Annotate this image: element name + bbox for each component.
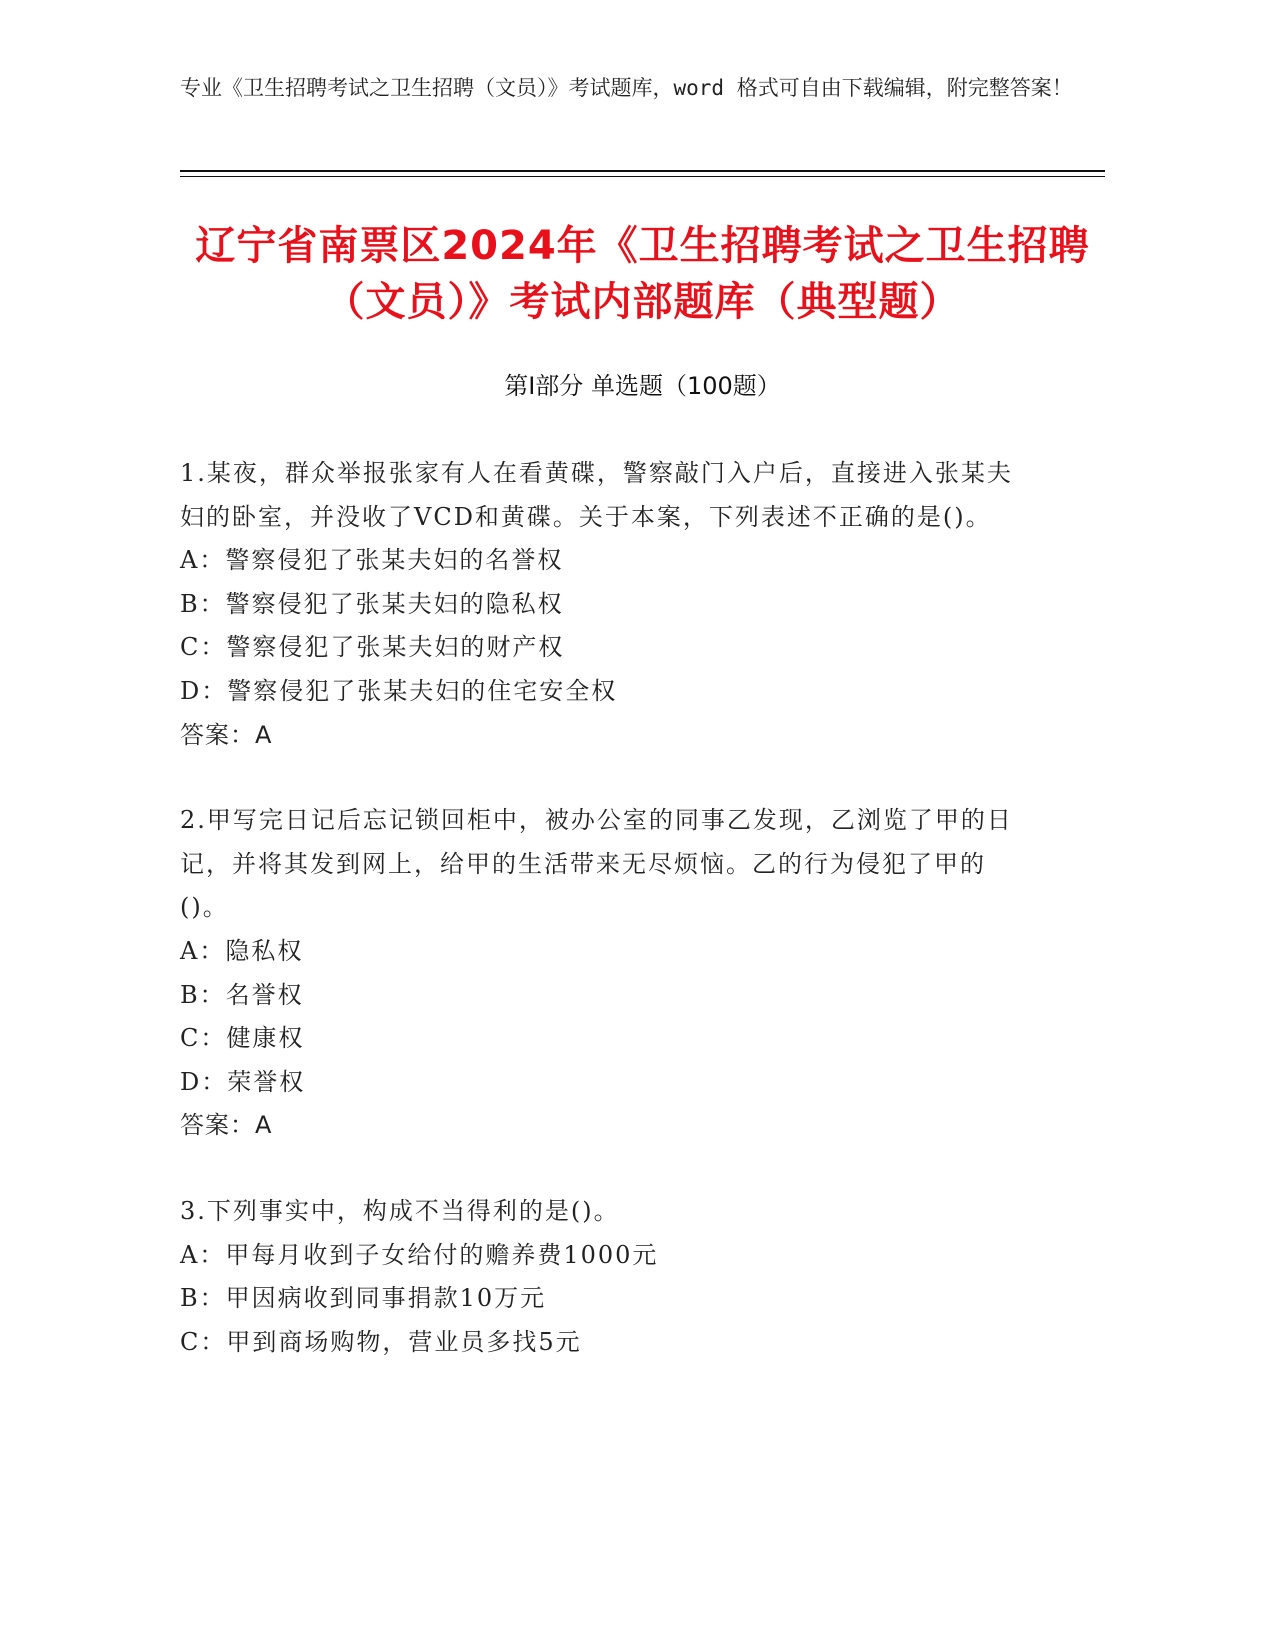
question-2 xyxy=(180,799,1030,1148)
option-c: C：甲到商场购物，营业员多找5元 xyxy=(180,1327,582,1356)
section-title: 第Ⅰ部分 单选题（100题） xyxy=(504,372,781,400)
option-d: D：警察侵犯了张某夫妇的住宅安全权 xyxy=(180,676,618,705)
question-1 xyxy=(180,452,1030,757)
option-a: A：甲每月收到子女给付的赡养费1000元 xyxy=(180,1240,659,1269)
question-3 xyxy=(180,1190,1030,1364)
header-note: 专业《卫生招聘考试之卫生招聘（文员）》考试题库，word 格式可自由下载编辑，附完整答案！ xyxy=(180,76,1073,100)
header-divider-thin xyxy=(180,176,1105,177)
answer: 答案：A xyxy=(180,1111,273,1140)
option-a: A：隐私权 xyxy=(180,936,304,965)
question-list xyxy=(180,452,1030,1406)
document-title: 辽宁省南票区2024年《卫生招聘考试之卫生招聘（文员）》考试内部题库（典型题） xyxy=(195,223,1090,325)
option-b: B：甲因病收到同事捐款10万元 xyxy=(180,1284,547,1313)
option-d: D：荣誉权 xyxy=(180,1067,306,1096)
question-stem: 3.下列事实中，构成不当得利的是()。 xyxy=(180,1196,620,1225)
option-c: C：警察侵犯了张某夫妇的财产权 xyxy=(180,633,565,662)
answer: 答案：A xyxy=(180,720,273,749)
option-b: B：警察侵犯了张某夫妇的隐私权 xyxy=(180,589,564,618)
option-c: C：健康权 xyxy=(180,1024,305,1053)
option-a: A：警察侵犯了张某夫妇的名誉权 xyxy=(180,546,564,575)
question-stem: 1.某夜，群众举报张家有人在看黄碟，警察敲门入户后，直接进入张某夫妇的卧室，并没收了VCD和黄碟。关于本案，下列表述不正确的是()。 xyxy=(180,459,1013,531)
question-stem: 2.甲写完日记后忘记锁回柜中，被办公室的同事乙发现，乙浏览了甲的日记，并将其发到网上，给甲的生活带来无尽烦恼。乙的行为侵犯了甲的()。 xyxy=(180,806,1013,922)
option-b: B：名誉权 xyxy=(180,980,304,1009)
header-divider-thick xyxy=(180,170,1105,172)
